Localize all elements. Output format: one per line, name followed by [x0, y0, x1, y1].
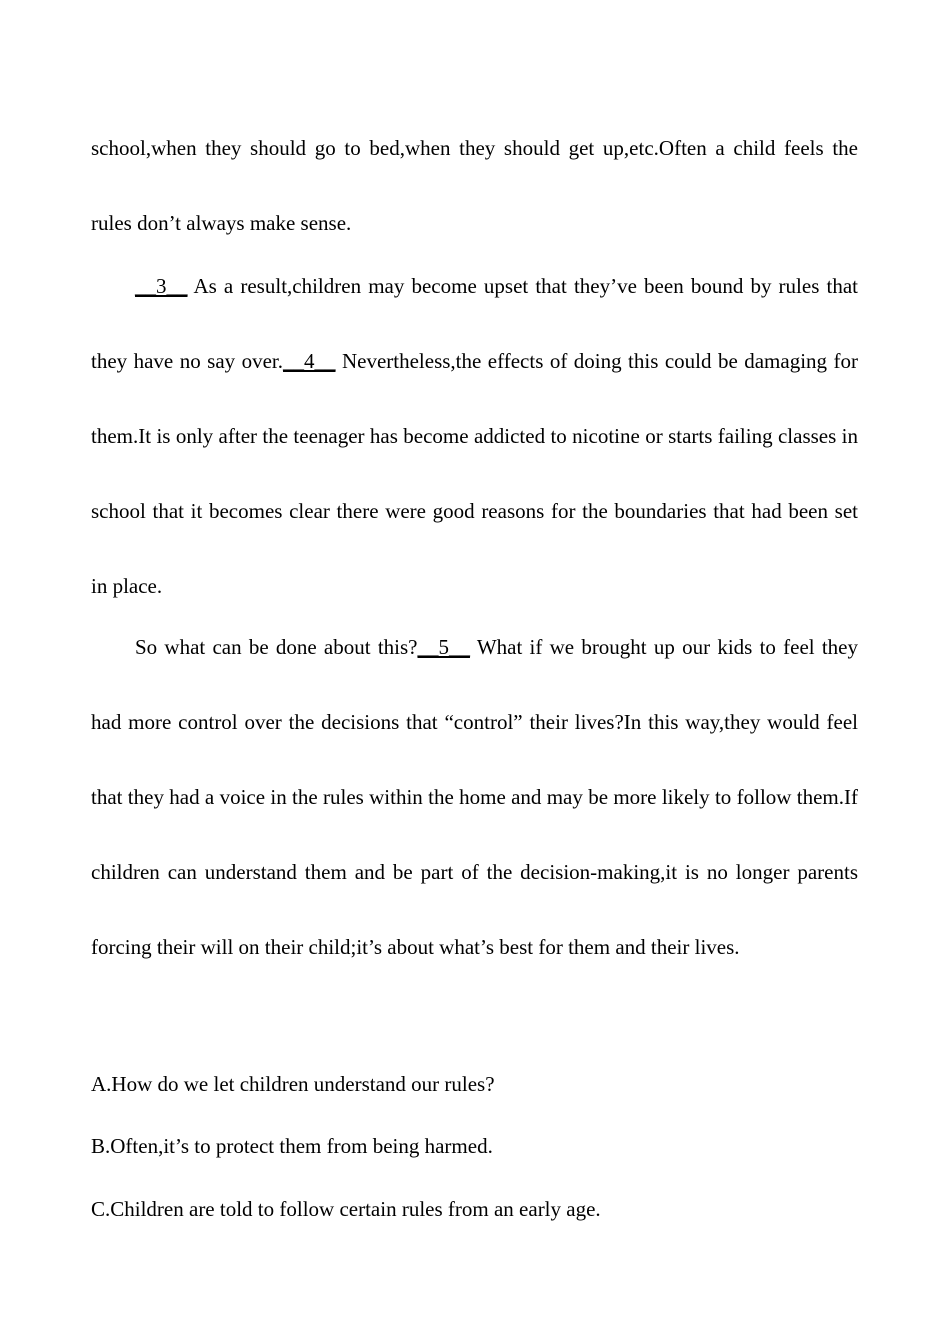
blank-5: __5__ [417, 635, 470, 659]
paragraph-2 [91, 249, 858, 624]
paragraph-3-text-b: What if we brought up our kids to feel they had more control over the decisions that “control” their lives?In this way,they would feel that they had a voice in the rules within the home and may be more likely to follow them.If children can understand them and be part of the decision-making,it is no longer parents forcing their will on their child;it’s about what’s best for them and their lives. [91, 635, 858, 959]
paragraph-3 [91, 610, 858, 985]
paragraph-2-text-a: As a result,children may become upset that they’ve been bound by rules that they have no say over. [91, 274, 858, 373]
paragraph-1-text: school,when they should go to bed,when they should get up,etc.Often a child feels the rules don’t always make sense. [91, 136, 858, 235]
option-a: A.How do we let children understand our rules? [91, 1072, 495, 1096]
option-c: C.Children are told to follow certain rules from an early age. [91, 1197, 601, 1221]
paragraph-3-text-a: So what can be done about this? [135, 635, 418, 659]
blank-4: __4__ [283, 349, 336, 373]
paragraph-2-text-b: Nevertheless,the effects of doing this could be damaging for them.It is only after the teenager has become addicted to nicotine or starts failing classes in school that it becomes clear there were good reasons for the boundaries that had been set in place. [91, 349, 858, 598]
blank-3: __3__ [135, 274, 188, 298]
option-b: B.Often,it’s to protect them from being harmed. [91, 1134, 493, 1158]
paragraph-1 [91, 111, 858, 261]
